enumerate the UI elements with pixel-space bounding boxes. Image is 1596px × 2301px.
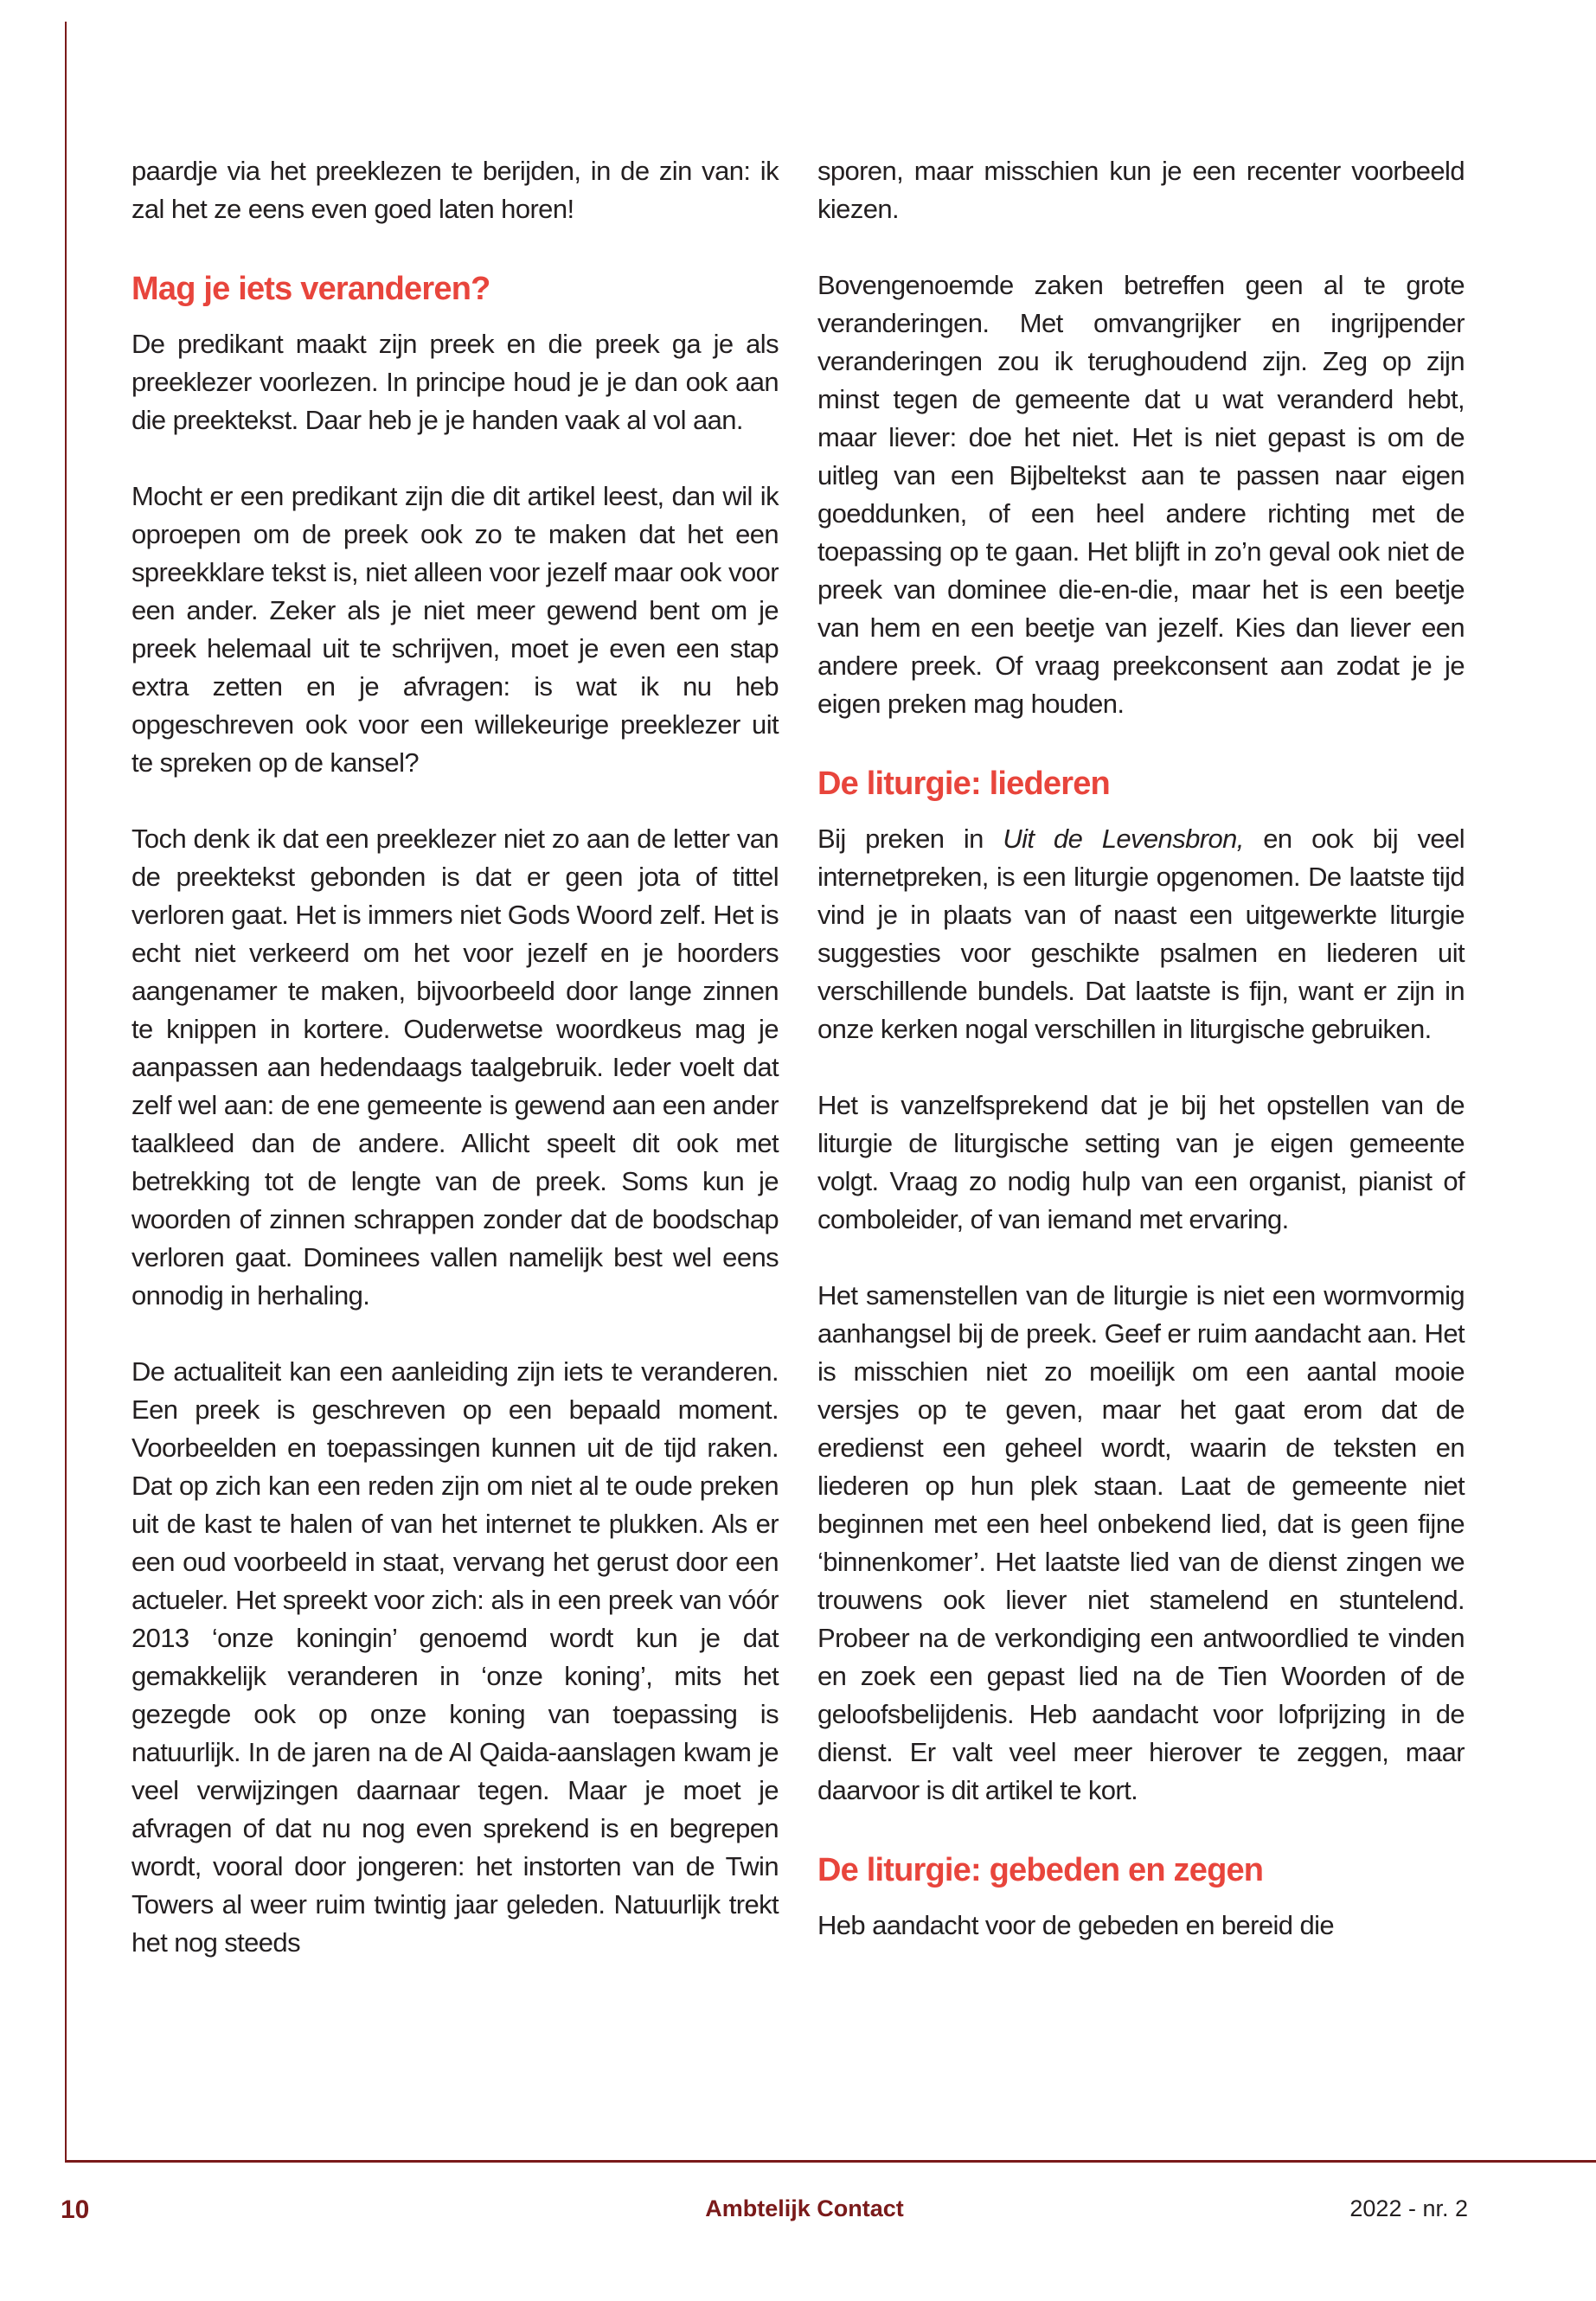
paragraph-text: Bij preken in: [817, 824, 1003, 854]
magazine-title: Ambtelijk Contact: [705, 2195, 904, 2221]
section-heading: De liturgie: liederen: [817, 766, 1110, 802]
issue-label: 2022 - nr. 2: [1349, 2195, 1468, 2221]
paragraph: Heb aandacht voor de gebeden en bereid die: [817, 1910, 1335, 1940]
paragraph-text: en ook bij veel internetpreken, is een liturgie opgenomen. De laatste tijd vind je in plaats van of naast een uitgewerkte liturgie suggesties voor geschikte psalmen en liederen uit verschillende bundels. Dat laatste is fijn, want er zijn in onze kerken nogal verschillen in liturgische gebruiken.: [817, 824, 1465, 1044]
section-heading: De liturgie: gebeden en zegen: [817, 1852, 1264, 1888]
right-column: [817, 152, 1465, 1945]
left-column: [131, 152, 779, 1962]
paragraph: Mocht er een predikant zijn die dit artikel leest, dan wil ik oproepen om de preek ook zo te maken dat het een spreekklare tekst is, niet alleen voor jezelf maar ook voor een ander. Zeker als je niet meer gewend bent om je preek helemaal uit te schrijven, moet je even een stap extra zetten en je afvragen: is wat ik nu heb opgeschreven ook voor een willekeurige preeklezer uit te spreken op de kansel?: [131, 481, 779, 778]
paragraph: Bovengenoemde zaken betreffen geen al te grote veranderingen. Met omvangrijker en ingrijpender veranderingen zou ik terughoudend zijn. Zeg op zijn minst tegen de gemeente dat u wat veranderd hebt, maar liever: doe het niet. Het is niet gepast is om de uitleg van een Bijbeltekst aan te passen naar eigen goeddunken, of een heel andere richting met de toepassing op te gaan. Het blijft in zo’n geval ook niet de preek van dominee die-en-die, maar het is een beetje van hem en een beetje van jezelf. Kies dan liever een andere preek. Of vraag preekconsent aan zodat je je eigen preken mag houden.: [817, 270, 1465, 719]
page-frame-bottom-rule: [65, 2160, 1596, 2163]
publication-title: Uit de Levensbron,: [1003, 824, 1244, 854]
paragraph: paardje via het preeklezen te berijden, in de zin van: ik zal het ze eens even goed laten horen!: [131, 156, 779, 224]
section-heading: Mag je iets veranderen?: [131, 271, 490, 307]
paragraph: Het is vanzelfsprekend dat je bij het opstellen van de liturgie de liturgische setting van je eigen gemeente volgt. Vraag zo nodig hulp van een organist, pianist of comboleider, of van iemand met ervaring.: [817, 1090, 1465, 1234]
paragraph: [817, 820, 1465, 1048]
page-frame-left-rule: [65, 22, 67, 2162]
page-number: 10: [61, 2195, 90, 2224]
paragraph: sporen, maar misschien kun je een recenter voorbeeld kiezen.: [817, 156, 1465, 224]
paragraph: Toch denk ik dat een preeklezer niet zo aan de letter van de preektekst gebonden is dat er geen jota of tittel verloren gaat. Het is immers niet Gods Woord zelf. Het is echt niet verkeerd om het voor jezelf en je hoorders aangenamer te maken, bijvoorbeeld door lange zinnen te knippen in kortere. Ouderwetse woordkeus mag je aanpassen aan hedendaags taalgebruik. Ieder voelt dat zelf wel aan: de ene gemeente is gewend aan een ander taalkleed dan de andere. Allicht speelt dit ook met betrekking tot de lengte van de preek. Soms kun je woorden of zinnen schrappen zonder dat de boodschap verloren gaat. Dominees vallen namelijk best wel eens onnodig in herhaling.: [131, 824, 779, 1311]
paragraph: Het samenstellen van de liturgie is niet een wormvormig aanhangsel bij de preek. Geef er ruim aandacht aan. Het is misschien niet zo moeilijk om een aantal mooie versjes op te geven, maar het gaat erom dat de eredienst een geheel wordt, waarin de teksten en liederen op hun plek staan. Laat de gemeente niet beginnen met een heel onbekend lied, dat is geen fijne ‘binnenkomer’. Het laatste lied van de dienst zingen we trouwens ook liever niet stamelend en stuntelend. Probeer na de verkondiging een antwoordlied te vinden en zoek een gepast lied na de Tien Woorden of de geloofsbelijdenis. Heb aandacht voor lofprijzing in de dienst. Er valt veel meer hierover te zeggen, maar daarvoor is dit artikel te kort.: [817, 1280, 1465, 1805]
page-footer: [0, 2195, 1596, 2234]
paragraph: De predikant maakt zijn preek en die preek ga je als preeklezer voorlezen. In principe houd je je dan ook aan die preektekst. Daar heb je je handen vaak al vol aan.: [131, 329, 779, 435]
paragraph: De actualiteit kan een aanleiding zijn iets te veranderen. Een preek is geschreven op een bepaald moment. Voorbeelden en toepassingen kunnen uit de tijd raken. Dat op zich kan een reden zijn om niet al te oude preken uit de kast te halen of van het internet te plukken. Als er een oud voorbeeld in staat, vervang het gerust door een actueler. Het spreekt voor zich: als in een preek van vóór 2013 ‘onze koningin’ genoemd wordt kun je dat gemakkelijk veranderen in ‘onze koning’, mits het gezegde ook op onze koning van toepassing is natuurlijk. In de jaren na de Al Qaida-aanslagen kwam je veel verwijzingen daarnaar tegen. Maar je moet je afvragen of dat nu nog even sprekend is en begrepen wordt, vooral door jongeren: het instorten van de Twin Towers al weer ruim twintig jaar geleden. Natuurlijk trekt het nog steeds: [131, 1356, 779, 1958]
